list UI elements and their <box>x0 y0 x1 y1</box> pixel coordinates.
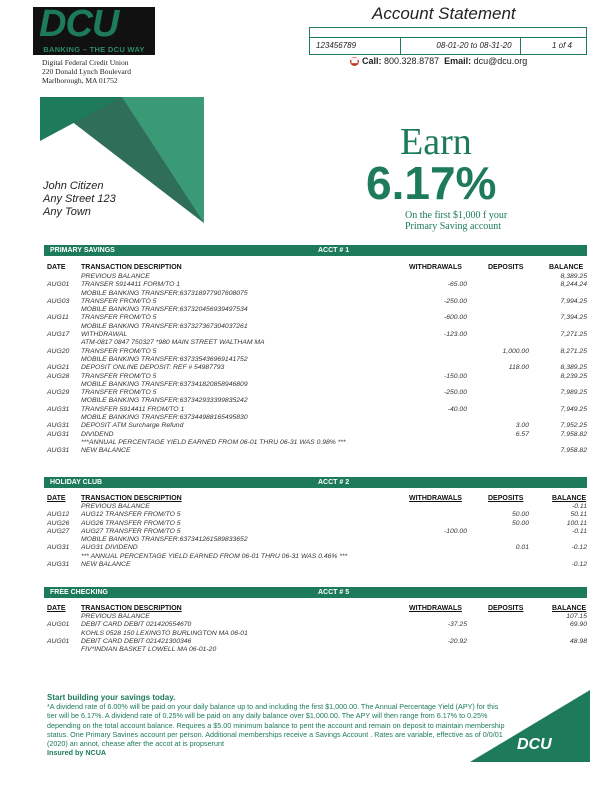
table-row <box>47 348 587 356</box>
row-description: KOHLS 0528 150 LEXINGTO BURLINGTON MA 06-01 <box>81 629 248 637</box>
bank-address-line2: Marlborough, MA 01752 <box>42 76 118 85</box>
row-description: WITHDRAWAL <box>81 331 128 339</box>
section-acct: ACCT # 5 <box>318 589 350 596</box>
row-deposit: 3.00 <box>515 422 529 430</box>
table-row <box>47 638 587 646</box>
row-date: AUG26 <box>47 519 70 527</box>
row-description: AUG27 TRANSFER FROM/TO 5 <box>81 527 181 535</box>
phone-icon: ☎ <box>350 58 359 66</box>
transactions-holiday-club <box>47 503 587 569</box>
row-description: AUG31 DIVIDEND <box>81 544 138 552</box>
row-deposit: 0.01 <box>515 544 529 552</box>
table-row <box>47 431 587 439</box>
table-row <box>47 281 587 289</box>
row-description: TRANSFER FROM/TO 5 <box>81 389 157 397</box>
row-description: AUG26 TRANSFER FROM/TO 5 <box>81 519 181 527</box>
table-row <box>47 298 587 306</box>
row-balance: 100.11 <box>566 519 587 527</box>
table-row <box>47 646 587 654</box>
row-balance: -0.11 <box>572 503 587 510</box>
row-description: TRANSFER FROM/TO 5 <box>81 347 157 355</box>
section-bar-free-checking <box>44 587 587 598</box>
row-date: AUG27 <box>47 527 70 535</box>
table-row <box>47 339 587 347</box>
promo-rate: 6.17% <box>366 157 497 209</box>
row-description: DIVIDEND <box>81 430 114 438</box>
email-address[interactable]: dcu@dcu.org <box>473 56 528 66</box>
row-description: NEW BALANCE <box>81 447 131 455</box>
contact-line <box>350 56 527 66</box>
customer-street: Any Street 123 <box>43 193 116 205</box>
row-date: AUG12 <box>47 511 70 519</box>
table-row <box>47 511 587 519</box>
table-row <box>47 447 587 455</box>
section-name: PRIMARY SAVINGS <box>50 247 115 254</box>
row-date: AUG31 <box>47 447 70 455</box>
table-row <box>47 290 587 298</box>
row-description: TRANSFER 5914411 FROM/TO 1 <box>81 405 185 413</box>
page-number: 1 of 4 <box>551 41 572 50</box>
section-acct: ACCT # 1 <box>318 247 350 254</box>
section-acct: ACCT # 2 <box>318 479 350 486</box>
row-description: FIV*INDIAN BASKET LOWELL MA 06-01-20 <box>81 646 217 654</box>
row-balance: 48.98 <box>569 637 587 645</box>
row-withdrawal: -250.00 <box>443 389 467 397</box>
row-date: AUG17 <box>47 331 70 339</box>
row-balance: 50.11 <box>570 511 587 519</box>
table-row <box>47 613 587 621</box>
row-deposit: 1,000.00 <box>502 347 529 355</box>
row-date: AUG31 <box>47 405 70 413</box>
table-row <box>47 306 587 314</box>
table-row <box>47 621 587 629</box>
statement-title: Account Statement <box>372 4 516 23</box>
row-description: PREVIOUS BALANCE <box>81 273 150 280</box>
row-date: AUG31 <box>47 544 70 552</box>
row-balance: 8,389.25 <box>560 273 587 280</box>
footer-disclosure <box>47 693 507 757</box>
row-description: TRANSFER FROM/TO 5 <box>81 372 157 380</box>
row-withdrawal: -150.00 <box>443 372 467 380</box>
row-withdrawal: -600.00 <box>443 314 467 322</box>
bank-name: Digital Federal Credit Union <box>42 58 129 67</box>
row-description: DEPOSIT ONLINE DEPOSIT: REF # 54987793 <box>81 364 225 372</box>
call-label: Call: <box>362 56 382 66</box>
row-description: NEW BALANCE <box>81 561 131 569</box>
row-balance: 107.15 <box>566 613 587 620</box>
dcu-logo <box>33 3 155 55</box>
row-balance: 8,239.25 <box>560 372 587 380</box>
row-balance: -0.12 <box>571 561 587 569</box>
row-date: AUG03 <box>47 297 70 305</box>
row-date: AUG31 <box>47 422 70 430</box>
table-row <box>47 528 587 536</box>
row-description: ***ANNUAL PERCENTAGE YIELD EARNED FROM 06-01 THRU 06-31 WAS 0.98% *** <box>81 438 346 446</box>
row-balance: 7,394.25 <box>560 314 587 322</box>
row-deposit: 50.00 <box>511 511 529 519</box>
promo-earn: Earn <box>400 121 472 163</box>
table-row <box>47 544 587 552</box>
section-bar-holiday-club <box>44 477 587 488</box>
row-balance: 7,958.82 <box>560 447 587 455</box>
row-withdrawal: -123.00 <box>443 331 467 339</box>
table-row <box>47 553 587 561</box>
table-row <box>47 397 587 405</box>
row-description: MOBILE BANKING TRANSFER:637342933399835242 <box>81 397 248 405</box>
row-description: MOBILE BANKING TRANSFER:637335436969141752 <box>81 355 248 363</box>
row-date: AUG31 <box>47 561 70 569</box>
row-description: MOBILE BANKING TRANSFER:637341261589833652 <box>81 536 248 544</box>
row-balance: 7,994.25 <box>560 297 587 305</box>
row-balance: 7,989.25 <box>560 389 587 397</box>
row-date: AUG01 <box>47 621 70 629</box>
section-name: HOLIDAY CLUB <box>50 479 103 486</box>
row-date: AUG31 <box>47 430 70 438</box>
row-withdrawal: -100.00 <box>443 527 467 535</box>
bank-address <box>42 58 131 85</box>
section-bar-primary-savings <box>44 245 587 256</box>
row-balance: 8,244.24 <box>560 281 587 289</box>
row-date: AUG01 <box>47 281 70 289</box>
table-row <box>47 503 587 511</box>
ncua-notice: Insured by NCUA <box>47 748 107 758</box>
row-description: MOBILE BANKING TRANSFER:637344988165495830 <box>81 414 248 422</box>
row-description: MOBILE BANKING TRANSFER:637341820858946809 <box>81 380 248 388</box>
row-balance: 8,271.25 <box>560 347 587 355</box>
row-description: MOBILE BANKING TRANSFER:637327367304037261 <box>81 322 248 330</box>
row-balance: 69.90 <box>569 621 587 629</box>
table-row <box>47 422 587 430</box>
row-withdrawal: -250.00 <box>443 297 467 305</box>
phone-number[interactable]: 800.328.8787 <box>384 56 440 66</box>
logo-text: DCU <box>39 3 119 45</box>
email-label: Email: <box>444 56 472 66</box>
footer-body: *A dividend rate of 6.00% will be paid on your daily balance up to and including the first $1,000.00. The Annual Percentage Yield (APY) for this tier will be 6.17%. A dividend rate of 0.25% will be paid on any daily balance over $1,000.00. The APY will then range from 6.17% to 0.25% depending on the total account balance. Requires a $5.00 minimum balance to pent the account and remain on deposit to maintain membership status. One Primary Savines account per person. Additional memberships receive a Savings Account . Rates are variable, effective as of 0/0/01 (2020) an annot, chease after the accot at is propserunt <box>47 702 505 749</box>
table-row <box>47 439 587 447</box>
table-row <box>47 273 587 281</box>
account-number: 123456789 <box>316 41 357 50</box>
row-description: AUG12 TRANSFER FROM/TO 5 <box>81 511 181 519</box>
row-description: TRANSFER FROM/TO 5 <box>81 314 157 322</box>
table-row <box>47 314 587 322</box>
row-deposit: 118.00 <box>508 364 529 372</box>
customer-town: Any Town <box>43 206 91 218</box>
customer-address <box>43 180 116 219</box>
table-row <box>47 356 587 364</box>
table-row <box>47 414 587 422</box>
row-balance: -0.12 <box>571 544 587 552</box>
row-date: AUG11 <box>47 314 69 322</box>
promo-subtext: On the first $1,000 f your Primary Saving account <box>405 210 508 232</box>
row-description: TRANSFER FROM/TO 5 <box>81 297 157 305</box>
row-description: *** ANNUAL PERCENTAGE YIELD EARNED FROM 06-01 THRU 06-31 WAS 0.46% *** <box>81 552 348 560</box>
row-balance: -0.11 <box>572 527 587 535</box>
row-withdrawal: -37.25 <box>447 621 467 629</box>
table-row <box>47 331 587 339</box>
row-description: DEBIT CARD DEBIT 021420554670 <box>81 621 192 629</box>
row-description: MOBILE BANKING TRANSFER:637320456939497534 <box>81 306 248 314</box>
table-row <box>47 561 587 569</box>
statement-date-range: 08-01-20 to 08-31-20 <box>436 41 512 50</box>
row-description: DEPOSIT ATM Surcharge Refund <box>81 422 184 430</box>
row-date: AUG20 <box>47 347 70 355</box>
row-balance: 7,958.82 <box>560 430 587 438</box>
table-row <box>47 364 587 372</box>
row-deposit: 6.57 <box>515 430 529 438</box>
table-row <box>47 536 587 544</box>
row-description: MOBILE BANKING TRANSFER:637318977907608075 <box>81 289 248 297</box>
row-date: AUG29 <box>47 389 70 397</box>
table-row <box>47 381 587 389</box>
row-balance: 7,949.25 <box>560 405 587 413</box>
transactions-primary-savings <box>47 273 587 456</box>
row-description: PREVIOUS BALANCE <box>81 613 150 620</box>
table-row <box>47 373 587 381</box>
table-row <box>47 406 587 414</box>
customer-name: John Citizen <box>43 180 104 192</box>
row-balance: 7,952.25 <box>560 422 587 430</box>
footer-logo: DCU <box>517 736 552 753</box>
row-description: TRANSER 5914411 FORM/TO 1 <box>81 281 181 289</box>
section-name: FREE CHECKING <box>50 589 108 596</box>
transactions-free-checking <box>47 613 587 654</box>
row-balance: 8,389.25 <box>560 364 587 372</box>
table-row <box>47 389 587 397</box>
row-description: ATM-0817 0847 750327 *980 MAIN STREET WALTHAM MA <box>81 339 265 347</box>
row-balance: 7,271.25 <box>560 331 587 339</box>
row-withdrawal: -65.00 <box>447 281 467 289</box>
row-date: AUG28 <box>47 372 70 380</box>
footer-title: Start building your savings today. <box>47 693 176 702</box>
row-date: AUG21 <box>47 364 70 372</box>
row-deposit: 50.00 <box>511 519 529 527</box>
logo-tagline: BANKING – THE DCU WAY <box>33 45 155 55</box>
bank-address-line1: 220 Donald Lynch Boulevard <box>42 67 131 76</box>
table-row <box>47 323 587 331</box>
row-date: AUG01 <box>47 637 70 645</box>
row-description: PREVIOUS BALANCE <box>81 503 150 510</box>
row-withdrawal: -20.92 <box>447 637 467 645</box>
row-description: DEBIT CARD DEBIT 021421300346 <box>81 637 192 645</box>
statement-info-box <box>309 27 587 55</box>
table-row <box>47 520 587 528</box>
row-withdrawal: -40.00 <box>447 405 467 413</box>
table-row <box>47 630 587 638</box>
